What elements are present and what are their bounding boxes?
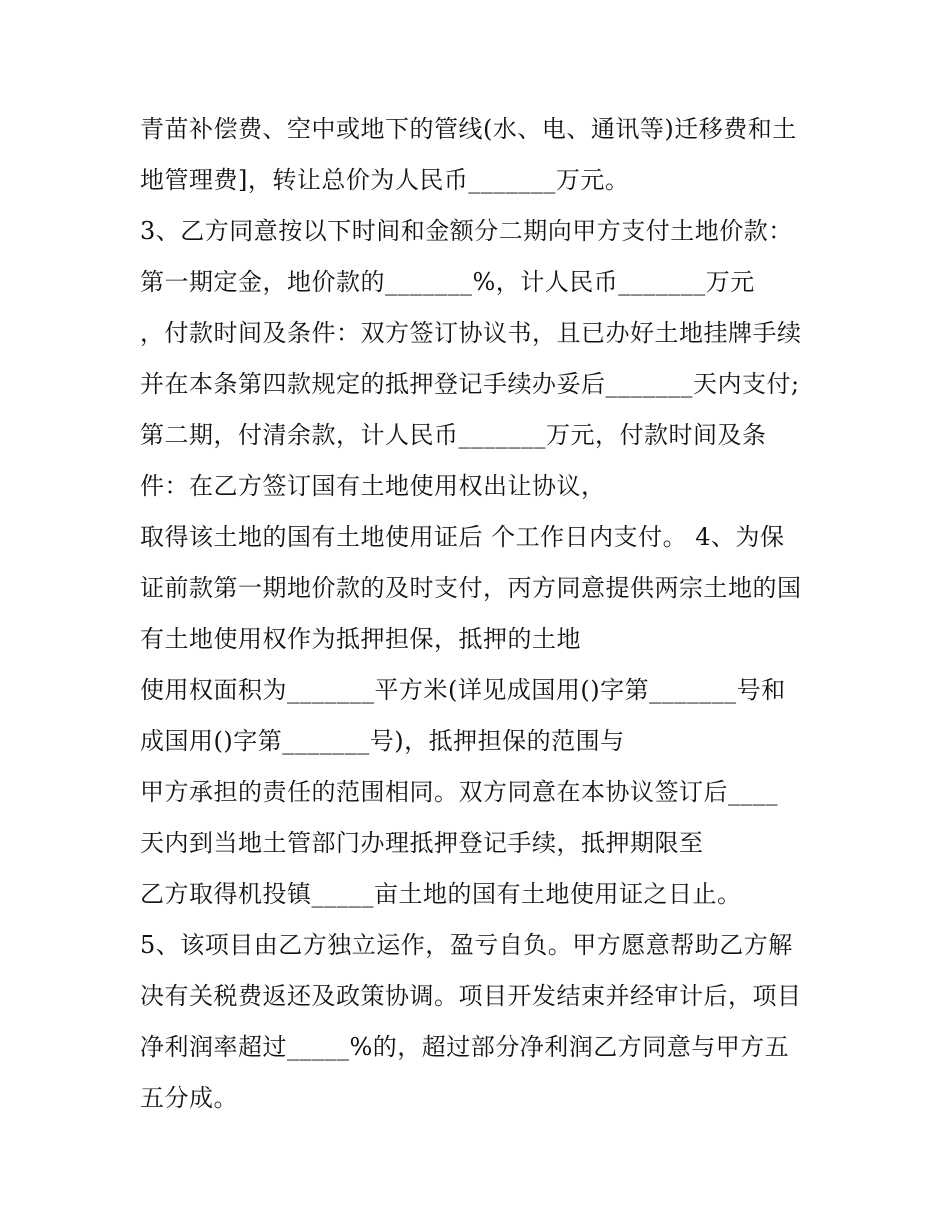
text-line: 乙方取得机投镇_____亩土地的国有土地使用证之日止。 (140, 880, 742, 908)
text-line: 青苗补偿费、空中或地下的管线(水、电、通讯等)迁移费和土 (140, 115, 797, 143)
text-line: 证前款第一期地价款的及时支付，丙方同意提供两宗土地的国 (140, 574, 802, 602)
text-line: 并在本条第四款规定的抵押登记手续办妥后_______天内支付; (140, 370, 800, 398)
text-line: 3、乙方同意按以下时间和金额分二期向甲方支付土地价款： (140, 217, 793, 245)
text-line: 第一期定金，地价款的_______%，计人民币_______万元 (140, 268, 755, 296)
text-line: 甲方承担的责任的范围相同。双方同意在本协议签订后____ (140, 778, 778, 806)
text-line: 净利润率超过_____%的，超过部分净利润乙方同意与甲方五 (140, 1033, 790, 1061)
text-line: 天内到当地土管部门办理抵押登记手续，抵押期限至 (140, 829, 704, 857)
text-line: 有土地使用权作为抵押担保，抵押的土地 (140, 625, 581, 653)
text-line: 地管理费]，转让总价为人民币_______万元。 (140, 166, 630, 194)
text-line: 决有关税费返还及政策协调。项目开发结束并经审计后，项目 (140, 982, 802, 1010)
text-line: 件：在乙方签订国有土地使用权出让协议， (140, 472, 606, 500)
document-body (140, 104, 830, 1124)
text-line: 取得该土地的国有土地使用证后 个工作日内支付。 4、为保 (140, 523, 785, 551)
text-line: 第二期，付清余款，计人民币_______万元，付款时间及条 (140, 421, 767, 449)
text-line: 五分成。 (140, 1084, 238, 1112)
text-line: 使用权面积为_______平方米(详见成国用()字第_______号和 (140, 676, 786, 704)
text-line: ，付款时间及条件：双方签订协议书，且已办好土地挂牌手续 (140, 319, 802, 347)
text-line: 成国用()字第_______号)，抵押担保的范围与 (140, 727, 625, 755)
text-line: 5、该项目由乙方独立运作，盈亏自负。甲方愿意帮助乙方解 (140, 931, 793, 959)
